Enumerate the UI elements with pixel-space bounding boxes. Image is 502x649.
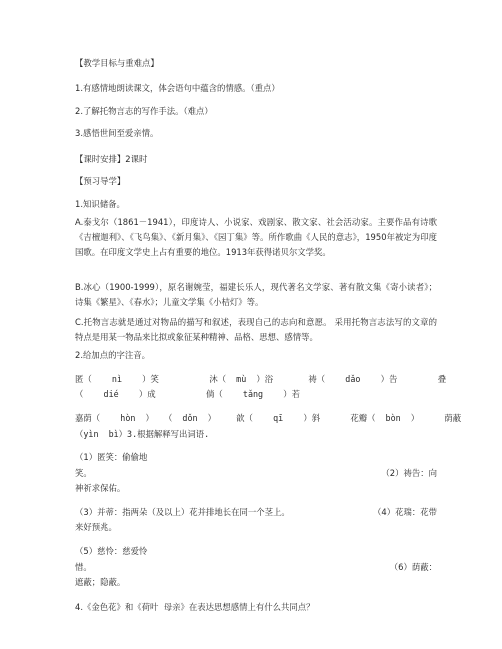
bingxin-paragraph: B.冰心（1900-1999），原名谢婉莹，福建长乐人，现代著名文学家、著有散文集《寄小读者》；诗集《繁星》、《春水》；儿童文学集《小桔灯》等。 xyxy=(75,282,437,307)
definition-4a: （4）花瑞：花带 xyxy=(373,507,437,517)
tuowu-paragraph: C.托物言志就是通过对物品的描写和叙述，表现自己的志向和意愿。 采用托物言志法写的文章的特点是用某一物品来比拟或象征某种精神、品格、思想、感情等。 xyxy=(75,317,437,342)
definition-2a: （2）祷告：向 xyxy=(381,468,437,478)
pinyin-line-2: （ dié ）成 倘（ tǎng ）若 xyxy=(75,389,301,399)
definition-4b: 来好预兆。 xyxy=(75,522,117,532)
definition-6b: 遮蔽；隐蔽。 xyxy=(75,577,126,587)
definition-3: （3）并蒂：指两朵（及以上）花并排地长在同一个茎上。 xyxy=(75,507,290,517)
definition-1a: （1）匿笑：偷偷地 xyxy=(75,452,148,462)
pinyin-line-1: 匿（ nì ）笑 沐（ mù ）浴 祷（ dǎo ）告 叠 xyxy=(75,374,447,384)
preview-heading: 【预习导学】 xyxy=(75,176,126,186)
definition-1b: 笑。 xyxy=(75,468,92,478)
question-4: 4.《金色花》和《荷叶 母亲》在表达思想感情上有什么共同点？ xyxy=(75,602,315,612)
goal-item-1: 1.有感情地朗读课文，体会语句中蕴含的情感。（重点） xyxy=(75,83,280,93)
definition-5b: 惜。 xyxy=(75,562,92,572)
goal-item-2: 2.了解托物言志的写作手法。（难点） xyxy=(75,106,213,116)
definition-6a: （6）荫蔽： xyxy=(389,562,437,572)
schedule-line: 【课时安排】2课时 xyxy=(75,154,148,164)
definition-2b: 神祈求保佑。 xyxy=(75,483,126,493)
goals-heading: 【教学目标与重难点】 xyxy=(75,58,159,68)
knowledge-heading: 1.知识储备。 xyxy=(75,199,125,209)
pinyin-line-3: 嘉荫（ hòn ） （ dǒn ） 歆（ qī ）斜 花瓣（ bòn ） 荫蔽 xyxy=(75,413,462,423)
goal-item-3: 3.感悟世间至爱亲情。 xyxy=(75,128,159,138)
tagore-paragraph: A.泰戈尔（1861－1941），印度诗人、小说家、戏剧家、散文家、社会活动家。主要作品有诗歌《吉檀迦利》、《飞鸟集》、《新月集》、《园丁集》等。所作歌曲《人民的意志》，1950年被定为印度国歌。在印度文学史上占有重要的地位。1913年获得诺贝尔文学奖。 xyxy=(75,217,437,257)
pinyin-line-4: （yìn bì）3.根据解释写出词语. xyxy=(75,429,210,439)
definition-5a: （5）慈怜：慈爱怜 xyxy=(75,546,148,556)
pinyin-title: 2.给加点的字注音。 xyxy=(75,350,150,360)
